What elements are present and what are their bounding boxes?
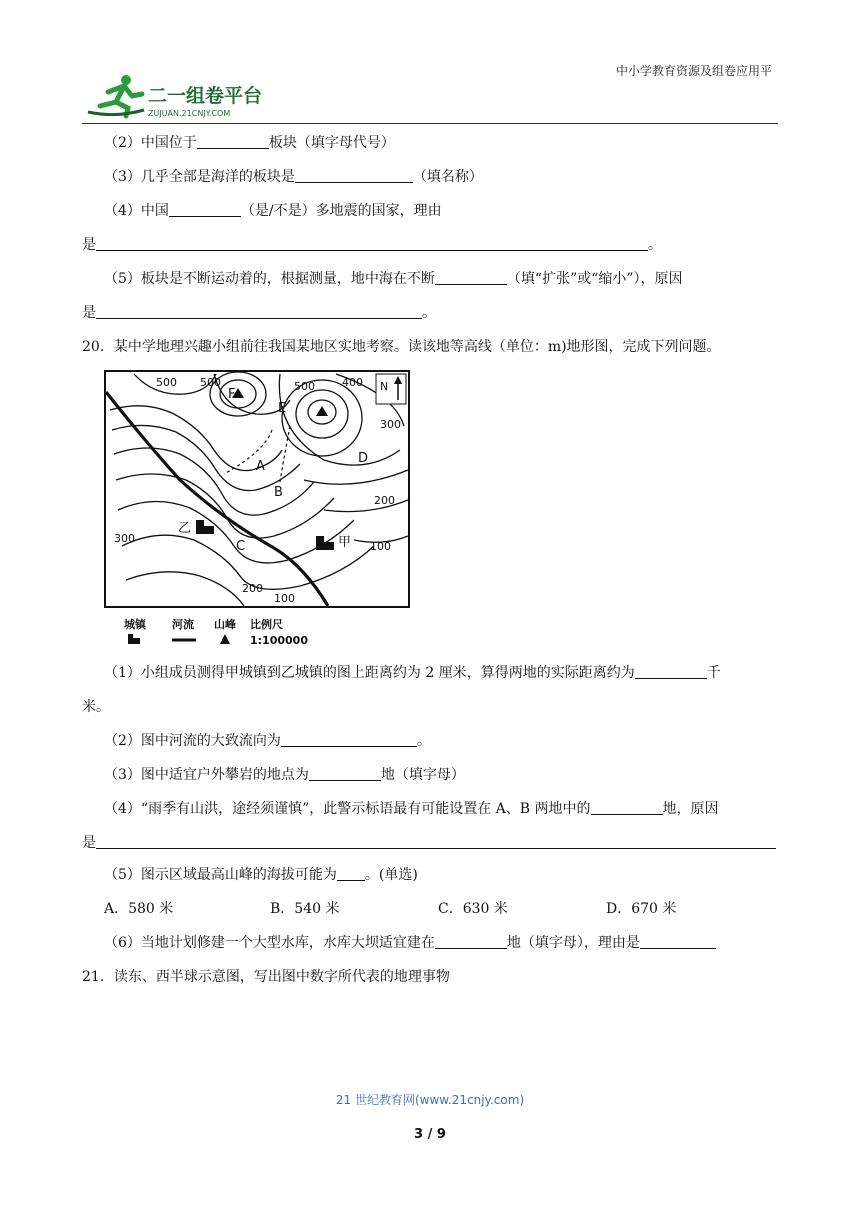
option-b[interactable]: B．540 米 bbox=[270, 901, 340, 917]
answer-blank[interactable] bbox=[96, 236, 648, 251]
q20-part5: （5）图示区域最高山峰的海拔可能为 。(单选) bbox=[104, 867, 418, 883]
q20-part1-cont: 米。 bbox=[82, 699, 110, 715]
legend-town-label: 城镇 bbox=[124, 618, 146, 631]
answer-blank[interactable] bbox=[295, 168, 413, 183]
contour-label-200: 200 bbox=[374, 494, 395, 507]
legend-peak-icon bbox=[220, 634, 230, 644]
contour-label-500: 500 bbox=[156, 376, 177, 389]
option-d[interactable]: D．670 米 bbox=[606, 901, 677, 917]
q20-part6: （6）当地计划修建一个大型水库，水库大坝适宜建在 地（填字母），理由是 bbox=[104, 934, 716, 952]
legend-peak-label: 山峰 bbox=[214, 618, 236, 631]
q19-part5: （5）板块是不断运动着的，根据测量，地中海在不断 （填“扩张”或“缩小”），原因 bbox=[104, 271, 683, 287]
answer-blank[interactable] bbox=[96, 304, 422, 319]
contour-map bbox=[104, 370, 410, 608]
answer-blank[interactable] bbox=[337, 866, 365, 881]
map-legend bbox=[104, 612, 314, 652]
answer-blank[interactable] bbox=[96, 834, 776, 849]
answer-blank[interactable] bbox=[635, 664, 707, 679]
north-label: N bbox=[380, 380, 389, 393]
legend-scale-label: 比例尺 bbox=[250, 618, 283, 631]
q20-part4: （4）“雨季有山洪，途经须谨慎”，此警示标语最有可能设置在 A、B 两地中的 地，原因 bbox=[104, 801, 719, 817]
logo-text: 二一组卷平台 bbox=[148, 85, 263, 107]
point-label-e: E bbox=[278, 401, 287, 416]
site-logo bbox=[86, 72, 286, 120]
point-label-b: B bbox=[274, 485, 283, 500]
answer-blank[interactable] bbox=[591, 800, 663, 815]
q20-part2: （2）图中河流的大致流向为 。 bbox=[104, 733, 431, 749]
q21-stem: 21．读东、西半球示意图，写出图中数字所代表的地理事物 bbox=[82, 969, 450, 985]
legend-town-icon bbox=[128, 634, 140, 644]
logo-subtext: ZUJUAN.21CNJY.COM bbox=[148, 109, 231, 118]
point-label-d: D bbox=[358, 451, 369, 466]
q19-part2: （2）中国位于 板块（填字母代号） bbox=[104, 135, 395, 151]
contour-label-300: 300 bbox=[114, 532, 135, 545]
contour-label-500: 500 bbox=[294, 380, 315, 393]
contour-label-200: 200 bbox=[242, 582, 263, 595]
option-a[interactable]: A．580 米 bbox=[104, 901, 174, 917]
contour-label-100: 100 bbox=[274, 592, 295, 605]
answer-blank[interactable] bbox=[281, 732, 417, 747]
answer-blank[interactable] bbox=[435, 270, 507, 285]
q19-part3: （3）几乎全部是海洋的板块是 （填名称） bbox=[104, 169, 483, 185]
q20-stem: 20．某中学地理兴趣小组前往我国某地区实地考察。读该地等高线（单位：m)地形图，完成下列问题。 bbox=[82, 339, 721, 355]
answer-blank[interactable] bbox=[197, 134, 269, 149]
contour-label-400: 400 bbox=[342, 376, 363, 389]
q20-part1: （1）小组成员测得甲城镇到乙城镇的图上距离约为 2 厘米，算得两地的实际距离约为 千 bbox=[104, 665, 721, 681]
town-label-jia: 甲 bbox=[338, 535, 352, 550]
contour-label-300: 300 bbox=[380, 418, 401, 431]
answer-blank[interactable] bbox=[309, 766, 381, 781]
point-label-f: F bbox=[228, 387, 236, 402]
header-site-name: 中小学教育资源及组卷应用平 bbox=[615, 64, 772, 78]
footer-link[interactable]: 21 世纪教育网(www.21cnjy.com) bbox=[335, 1093, 525, 1107]
answer-blank[interactable] bbox=[640, 934, 716, 949]
option-c[interactable]: C．630 米 bbox=[438, 901, 508, 917]
answer-blank[interactable] bbox=[169, 202, 241, 217]
q19-part4: （4）中国 （是/不是）多地震的国家，理由 bbox=[104, 203, 442, 219]
q20-part4-reason: 是 bbox=[82, 834, 776, 852]
q19-part4-reason: 是 。 bbox=[82, 237, 662, 253]
header-rule bbox=[82, 123, 778, 124]
q20-part3: （3）图中适宜户外攀岩的地点为 地（填字母） bbox=[104, 767, 465, 783]
legend-river-label: 河流 bbox=[172, 618, 194, 631]
runner-icon bbox=[88, 75, 144, 116]
contour-label-500: 500 bbox=[200, 376, 221, 389]
answer-blank[interactable] bbox=[435, 934, 507, 949]
town-label-yi: 乙 bbox=[178, 521, 192, 536]
page-number: 3 / 9 bbox=[414, 1127, 446, 1142]
point-label-c: C bbox=[236, 539, 246, 554]
legend-scale-value: 1:100000 bbox=[250, 634, 308, 647]
point-label-a: A bbox=[256, 459, 265, 474]
contour-label-100: 100 bbox=[370, 540, 391, 553]
q19-part5-reason: 是 。 bbox=[82, 305, 436, 321]
